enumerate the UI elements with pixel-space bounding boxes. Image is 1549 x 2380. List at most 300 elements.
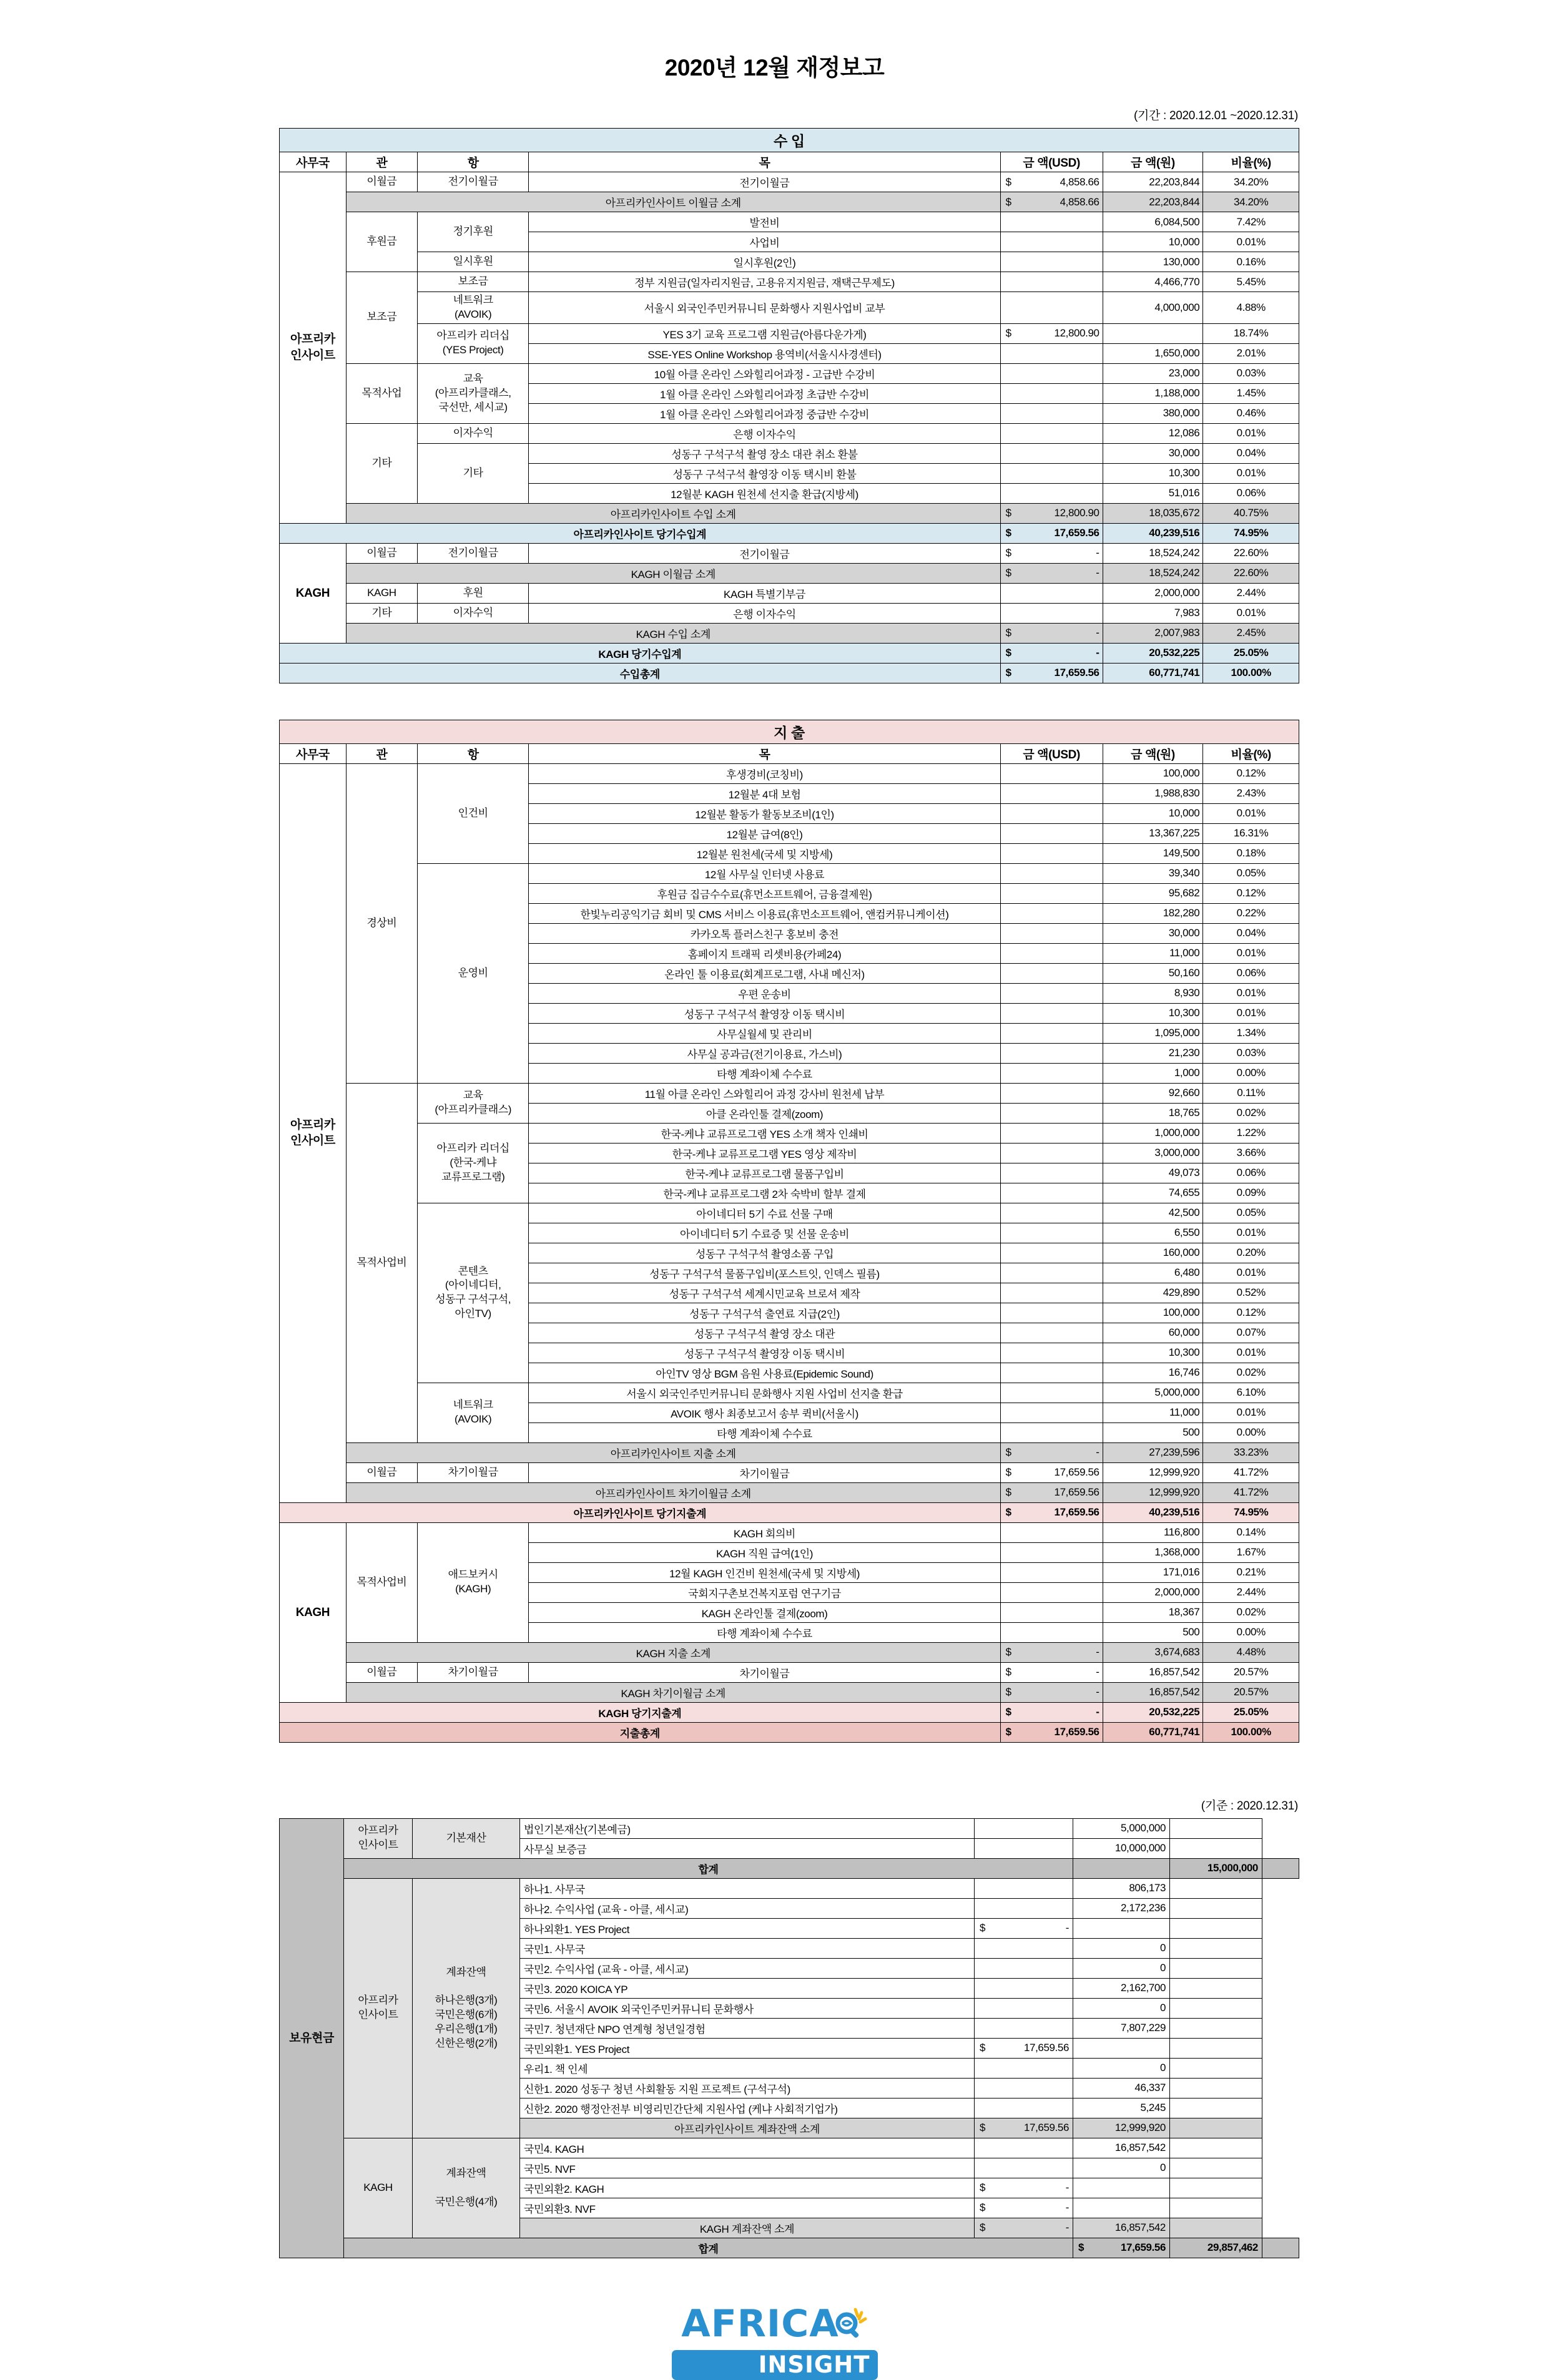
subtotal-row <box>280 1482 1299 1502</box>
category-hang: 전기이월금 <box>417 543 528 563</box>
category-hang: 기타 <box>417 443 528 503</box>
office-group-kagh: KAGH <box>280 1522 347 1702</box>
item-description: 성동구 구석구석 세계시민교육 브로셔 제작 <box>529 1283 1000 1303</box>
amount-krw: 10,000 <box>1103 803 1203 823</box>
item-description: 12월분 4대 보험 <box>529 783 1000 803</box>
cash-account-name: 국민2. 수익사업 (교육 - 아클, 세시교) <box>520 1958 975 1978</box>
grand-total-row <box>280 1722 1299 1742</box>
cash-amount-krw: 2,172,236 <box>1073 1898 1170 1918</box>
cash-amount-usd: $ - <box>975 2178 1073 2198</box>
ratio-percent: 0.01% <box>1203 603 1299 623</box>
cash-amount-krw: 7,807,229 <box>1073 2018 1170 2038</box>
table-banner: 지 출 <box>280 720 1299 743</box>
table-row <box>280 1662 1299 1682</box>
amount-krw: 60,000 <box>1103 1323 1203 1343</box>
ratio-percent: 0.21% <box>1203 1562 1299 1582</box>
ratio-percent: 0.18% <box>1203 843 1299 863</box>
amount-usd <box>1000 272 1103 292</box>
subtotal-usd: $ - <box>1000 1702 1103 1722</box>
ratio-percent: 0.01% <box>1203 463 1299 483</box>
cash-subtotal-krw: 12,999,920 <box>1073 2118 1170 2138</box>
ratio-percent: 4.88% <box>1203 292 1299 324</box>
amount-krw: 16,857,542 <box>1103 1662 1203 1682</box>
logo-subtitle: INSIGHT <box>758 2351 870 2379</box>
amount-krw: 116,800 <box>1103 1522 1203 1542</box>
category-gwan: 경상비 <box>346 763 417 1083</box>
lightbulb-magnifier-icon <box>830 2304 868 2344</box>
ratio-percent: 34.20% <box>1203 172 1299 192</box>
item-description: 성동구 구석구석 촬영 장소 대관 취소 환불 <box>529 443 1000 463</box>
item-description: 은행 이자수익 <box>529 423 1000 443</box>
amount-krw: 42,500 <box>1103 1203 1203 1223</box>
cash-amount-krw: 5,245 <box>1073 2098 1170 2118</box>
category-hang: 정기후원 <box>417 212 528 252</box>
cash-amount-usd <box>975 1818 1073 1838</box>
cash-category-label: 계좌잔액 하나은행(3개) 국민은행(6개) 우리은행(1개) 신한은행(2개) <box>413 1878 520 2138</box>
category-hang: 후원 <box>417 583 528 603</box>
item-description: 한빛누리공익기금 회비 및 CMS 서비스 이용료(휴먼소프트웨어, 앤컴커뮤니케이션) <box>529 903 1000 923</box>
category-hang: 네트워크 (AVOIK) <box>417 292 528 324</box>
amount-usd <box>1000 1542 1103 1562</box>
category-gwan: 기타 <box>346 423 417 503</box>
income-table-wrap <box>0 128 1549 683</box>
category-hang: 교육 (아프리카클래스, 국선만, 세시교) <box>417 363 528 423</box>
item-description: 타행 계좌이체 수수료 <box>529 1063 1000 1083</box>
amount-krw: 171,016 <box>1103 1562 1203 1582</box>
cash-account-name: 하나외환1. YES Project <box>520 1918 975 1938</box>
currency-symbol: $ <box>1005 1666 1011 1678</box>
item-description: 후원금 집금수수료(휴먼소프트웨어, 금융결제원) <box>529 883 1000 903</box>
subtotal-pct: 100.00% <box>1203 663 1299 683</box>
item-description: KAGH 특별기부금 <box>529 583 1000 603</box>
cash-row <box>280 1818 1299 1838</box>
item-description: 한국-케냐 교류프로그램 2차 숙박비 할부 결제 <box>529 1183 1000 1203</box>
table-row <box>280 1083 1299 1103</box>
income-table <box>279 128 1299 683</box>
column-header-usd: 금 액(USD) <box>1000 743 1103 763</box>
item-description: 차기이월금 <box>529 1462 1000 1482</box>
ratio-percent: 0.01% <box>1203 943 1299 963</box>
cash-holdings-table <box>279 1818 1299 2258</box>
amount-krw: 4,000,000 <box>1103 292 1203 324</box>
ratio-percent: 0.03% <box>1203 363 1299 383</box>
cash-amount-usd <box>975 2018 1073 2038</box>
ratio-percent: 0.09% <box>1203 1183 1299 1203</box>
amount-krw: 22,203,844 <box>1103 172 1203 192</box>
item-description: 전기이월금 <box>529 543 1000 563</box>
subtotal-label: 아프리카인사이트 차기이월금 소계 <box>346 1482 1000 1502</box>
amount-usd <box>1000 1582 1103 1602</box>
amount-krw: 1,000,000 <box>1103 1123 1203 1143</box>
table-row <box>280 1462 1299 1482</box>
cash-amount-krw: 0 <box>1073 2158 1170 2178</box>
amount-krw: 30,000 <box>1103 923 1203 943</box>
amount-krw: 500 <box>1103 1423 1203 1442</box>
item-description: 성동구 구석구석 출연료 지급(2인) <box>529 1303 1000 1323</box>
category-hang: 아프리카 리더십 (YES Project) <box>417 323 528 363</box>
amount-krw <box>1103 323 1203 343</box>
cash-spacer-cell <box>1170 2198 1262 2218</box>
category-gwan: KAGH <box>346 583 417 603</box>
subtotal-krw: 60,771,741 <box>1103 1722 1203 1742</box>
subtotal-usd: $ 17,659.56 <box>1000 663 1103 683</box>
currency-symbol: $ <box>980 1922 986 1934</box>
subtotal-label: 아프리카인사이트 수입 소계 <box>346 503 1000 523</box>
cash-account-name: 신한1. 2020 성동구 청년 사회활동 지원 프로젝트 (구석구석) <box>520 2078 975 2098</box>
amount-usd <box>1000 232 1103 252</box>
item-description: 국회지구촌보건복지포럼 연구기금 <box>529 1582 1000 1602</box>
cash-total-usd <box>1073 1858 1170 1878</box>
cash-total-spacer <box>1262 2238 1299 2258</box>
ratio-percent: 41.72% <box>1203 1462 1299 1482</box>
amount-usd <box>1000 1183 1103 1203</box>
ratio-percent: 0.06% <box>1203 963 1299 983</box>
column-header-hang: 항 <box>417 152 528 172</box>
item-description: KAGH 직원 급여(1인) <box>529 1542 1000 1562</box>
amount-usd <box>1000 1163 1103 1183</box>
subtotal-row <box>280 1682 1299 1702</box>
item-description: 홈페이지 트래픽 리셋비용(카페24) <box>529 943 1000 963</box>
category-gwan: 이월금 <box>346 1462 417 1482</box>
cash-account-name: 하나1. 사무국 <box>520 1878 975 1898</box>
page-title: 2020년 12월 재정보고 <box>664 55 885 81</box>
section-total-row <box>280 1702 1299 1722</box>
amount-usd <box>1000 343 1103 363</box>
cash-spacer-cell <box>1170 1878 1262 1898</box>
item-description: 한국-케냐 교류프로그램 YES 영상 제작비 <box>529 1143 1000 1163</box>
amount-krw: 21,230 <box>1103 1043 1203 1063</box>
currency-symbol: $ <box>1005 1726 1011 1738</box>
cash-amount-usd: $ - <box>975 2198 1073 2218</box>
cash-account-name: 국민외환2. KAGH <box>520 2178 975 2198</box>
category-gwan: 이월금 <box>346 543 417 563</box>
item-description: 우편 운송비 <box>529 983 1000 1003</box>
table-row <box>280 272 1299 292</box>
column-header-usd: 금 액(USD) <box>1000 152 1103 172</box>
ratio-percent: 0.46% <box>1203 403 1299 423</box>
table-row <box>280 423 1299 443</box>
section-total-row <box>280 643 1299 663</box>
table-header-row <box>280 152 1299 172</box>
category-hang: 일시후원 <box>417 252 528 272</box>
item-description: 서울시 외국인주민커뮤니티 문화행사 지원 사업비 선지출 환급 <box>529 1383 1000 1403</box>
cash-total-row <box>280 2238 1299 2258</box>
grand-total-row <box>280 663 1299 683</box>
amount-usd <box>1000 1522 1103 1542</box>
item-description: KAGH 회의비 <box>529 1522 1000 1542</box>
amount-krw: 49,073 <box>1103 1163 1203 1183</box>
currency-symbol: $ <box>1005 547 1011 559</box>
amount-krw: 149,500 <box>1103 843 1203 863</box>
amount-krw: 16,746 <box>1103 1363 1203 1383</box>
category-gwan: 이월금 <box>346 1662 417 1682</box>
item-description: 12월 KAGH 인건비 원천세(국세 및 지방세) <box>529 1562 1000 1582</box>
currency-symbol: $ <box>1005 667 1011 679</box>
item-description: KAGH 온라인툴 결제(zoom) <box>529 1602 1000 1622</box>
column-header-mok: 목 <box>529 743 1000 763</box>
currency-symbol: $ <box>1005 647 1011 659</box>
cash-amount-usd <box>975 1838 1073 1858</box>
category-hang: 네트워크 (AVOIK) <box>417 1383 528 1442</box>
ratio-percent: 1.22% <box>1203 1123 1299 1143</box>
cash-amount-usd <box>975 2138 1073 2158</box>
ratio-percent: 0.01% <box>1203 1223 1299 1243</box>
cash-category-label: 기본재산 <box>413 1818 520 1858</box>
amount-krw: 95,682 <box>1103 883 1203 903</box>
item-description: 사무실월세 및 관리비 <box>529 1023 1000 1043</box>
table-row <box>280 292 1299 324</box>
table-banner: 수 입 <box>280 129 1299 152</box>
amount-usd <box>1000 252 1103 272</box>
table-row <box>280 323 1299 343</box>
cash-spacer-cell <box>1170 2138 1262 2158</box>
amount-usd <box>1000 212 1103 232</box>
amount-usd: $ 4,858.66 <box>1000 172 1103 192</box>
logo-wordmark-row <box>672 2302 878 2346</box>
item-description: 사업비 <box>529 232 1000 252</box>
cash-account-name: 국민7. 청년재단 NPO 연계형 청년일경험 <box>520 2018 975 2038</box>
cash-table-wrap <box>0 1818 1549 2258</box>
total-label: 아프리카인사이트 당기지출계 <box>280 1502 1001 1522</box>
subtotal-krw: 18,524,242 <box>1103 563 1203 583</box>
footer-logo <box>0 2302 1549 2380</box>
cash-amount-krw: 0 <box>1073 1998 1170 2018</box>
category-hang: 보조금 <box>417 272 528 292</box>
amount-krw: 74,655 <box>1103 1183 1203 1203</box>
amount-krw: 10,300 <box>1103 1003 1203 1023</box>
amount-krw: 6,550 <box>1103 1223 1203 1243</box>
category-hang: 이자수익 <box>417 423 528 443</box>
subtotal-row <box>280 192 1299 212</box>
cash-amount-krw: 16,857,542 <box>1073 2138 1170 2158</box>
amount-usd <box>1000 363 1103 383</box>
table-row <box>280 363 1299 383</box>
currency-symbol: $ <box>1005 627 1011 639</box>
amount-usd <box>1000 1123 1103 1143</box>
amount-usd <box>1000 1223 1103 1243</box>
amount-krw: 10,300 <box>1103 1343 1203 1363</box>
subtotal-usd: $ 17,659.56 <box>1000 523 1103 543</box>
table-gap-1 <box>0 683 1549 720</box>
cash-account-name: 국민6. 서울시 AVOIK 외국인주민커뮤니티 문화행사 <box>520 1998 975 2018</box>
subtotal-usd: $ - <box>1000 643 1103 663</box>
amount-usd <box>1000 783 1103 803</box>
subtotal-pct: 40.75% <box>1203 503 1299 523</box>
item-description: 아이네디터 5기 수료 선물 구매 <box>529 1203 1000 1223</box>
item-description: 카카오톡 플러스친구 홍보비 충전 <box>529 923 1000 943</box>
amount-usd <box>1000 983 1103 1003</box>
amount-krw: 1,368,000 <box>1103 1542 1203 1562</box>
currency-symbol: $ <box>980 2201 986 2214</box>
amount-usd <box>1000 1343 1103 1363</box>
currency-symbol: $ <box>1005 1486 1011 1499</box>
cash-spacer-cell <box>1170 1978 1262 1998</box>
currency-symbol: $ <box>980 2042 986 2054</box>
cash-subtotal-krw: 16,857,542 <box>1073 2218 1170 2238</box>
amount-usd <box>1000 483 1103 503</box>
table-row <box>280 583 1299 603</box>
category-gwan: 기타 <box>346 603 417 623</box>
ratio-percent: 0.20% <box>1203 1243 1299 1263</box>
table-row <box>280 863 1299 883</box>
cash-org-label: KAGH <box>344 2138 413 2238</box>
table-row <box>280 252 1299 272</box>
cash-spacer-cell <box>1170 2058 1262 2078</box>
cash-amount-usd <box>975 1958 1073 1978</box>
cash-amount-krw: 10,000,000 <box>1073 1838 1170 1858</box>
cash-spacer-cell <box>1170 1818 1262 1838</box>
cash-amount-krw: 0 <box>1073 2058 1170 2078</box>
table-row <box>280 1203 1299 1223</box>
subtotal-krw: 3,674,683 <box>1103 1642 1203 1662</box>
item-description: 아클 온라인툴 결제(zoom) <box>529 1103 1000 1123</box>
cash-amount-krw <box>1073 2178 1170 2198</box>
cash-group-label: 보유현금 <box>280 1818 344 2258</box>
column-header-pct: 비율(%) <box>1203 743 1299 763</box>
table-row <box>280 543 1299 563</box>
cash-amount-krw: 46,337 <box>1073 2078 1170 2098</box>
currency-symbol: $ <box>1005 567 1011 579</box>
currency-symbol: $ <box>1005 1506 1011 1519</box>
item-description: 온라인 툴 이용료(회계프로그램, 사내 메신저) <box>529 963 1000 983</box>
amount-krw: 11,000 <box>1103 1403 1203 1423</box>
cash-account-name: 신한2. 2020 행정안전부 비영리민간단체 지원사업 (케냐 사회적기업가) <box>520 2098 975 2118</box>
ratio-percent: 6.10% <box>1203 1383 1299 1403</box>
subtotal-usd: $ 4,858.66 <box>1000 192 1103 212</box>
cash-account-name: 하나2. 수익사업 (교육 - 아클, 세시교) <box>520 1898 975 1918</box>
cash-total-krw: 29,857,462 <box>1170 2238 1262 2258</box>
ratio-percent: 0.01% <box>1203 232 1299 252</box>
subtotal-label: 아프리카인사이트 지출 소계 <box>346 1442 1000 1462</box>
amount-usd <box>1000 943 1103 963</box>
amount-usd <box>1000 1323 1103 1343</box>
ratio-percent: 16.31% <box>1203 823 1299 843</box>
cash-spacer-cell <box>1170 2178 1262 2198</box>
amount-usd: $ 12,800.90 <box>1000 323 1103 343</box>
logo-wordmark: AFRICA <box>681 2301 839 2346</box>
currency-symbol: $ <box>1005 195 1011 208</box>
subtotal-pct: 34.20% <box>1203 192 1299 212</box>
item-description: 아인TV 영상 BGM 음원 사용료(Epidemic Sound) <box>529 1363 1000 1383</box>
cash-subtotal-spacer <box>1170 2118 1262 2138</box>
cash-subtotal-spacer <box>1170 2218 1262 2238</box>
amount-usd <box>1000 383 1103 403</box>
ratio-percent: 0.01% <box>1203 1003 1299 1023</box>
ratio-percent: 0.12% <box>1203 883 1299 903</box>
subtotal-pct: 20.57% <box>1203 1682 1299 1702</box>
subtotal-pct: 74.95% <box>1203 523 1299 543</box>
currency-symbol: $ <box>1005 1646 1011 1658</box>
ratio-percent: 0.00% <box>1203 1423 1299 1442</box>
amount-usd <box>1000 1283 1103 1303</box>
subtotal-pct: 100.00% <box>1203 1722 1299 1742</box>
period-note: (기간 : 2020.12.01 ~2020.12.31) <box>1133 109 1298 122</box>
ratio-percent: 0.05% <box>1203 863 1299 883</box>
column-header-gwan: 관 <box>346 743 417 763</box>
ratio-percent: 0.02% <box>1203 1103 1299 1123</box>
subtotal-krw: 60,771,741 <box>1103 663 1203 683</box>
cash-account-name: 법인기본재산(기본예금) <box>520 1818 975 1838</box>
amount-usd <box>1000 763 1103 783</box>
subtotal-krw: 20,532,225 <box>1103 1702 1203 1722</box>
table-banner-row <box>280 129 1299 152</box>
amount-krw: 4,466,770 <box>1103 272 1203 292</box>
currency-symbol: $ <box>1005 1446 1011 1459</box>
subtotal-usd: $ - <box>1000 1682 1103 1702</box>
amount-usd <box>1000 463 1103 483</box>
subtotal-label: KAGH 지출 소계 <box>346 1642 1000 1662</box>
item-description: 12월분 급여(8인) <box>529 823 1000 843</box>
column-header-office: 사무국 <box>280 152 347 172</box>
item-description: 차기이월금 <box>529 1662 1000 1682</box>
item-description: 성동구 구석구석 물품구입비(포스트잇, 인덱스 필름) <box>529 1263 1000 1283</box>
ratio-percent: 0.05% <box>1203 1203 1299 1223</box>
amount-usd <box>1000 1303 1103 1323</box>
amount-krw: 12,999,920 <box>1103 1462 1203 1482</box>
cash-amount-krw: 0 <box>1073 1958 1170 1978</box>
cash-amount-usd <box>975 2098 1073 2118</box>
ratio-percent: 3.66% <box>1203 1143 1299 1163</box>
item-description: 12월 사무실 인터넷 사용료 <box>529 863 1000 883</box>
amount-krw: 380,000 <box>1103 403 1203 423</box>
amount-usd <box>1000 843 1103 863</box>
category-hang: 차기이월금 <box>417 1462 528 1482</box>
item-description: 12월분 KAGH 원천세 선지출 환급(지방세) <box>529 483 1000 503</box>
cash-amount-krw: 0 <box>1073 1938 1170 1958</box>
ratio-percent: 0.52% <box>1203 1283 1299 1303</box>
category-gwan: 이월금 <box>346 172 417 192</box>
subtotal-pct: 41.72% <box>1203 1482 1299 1502</box>
currency-symbol: $ <box>1005 527 1011 539</box>
cash-spacer-cell <box>1170 2098 1262 2118</box>
amount-krw: 1,650,000 <box>1103 343 1203 363</box>
column-header-hang: 항 <box>417 743 528 763</box>
item-description: 타행 계좌이체 수수료 <box>529 1622 1000 1642</box>
subtotal-usd: $ 17,659.56 <box>1000 1722 1103 1742</box>
category-gwan: 목적사업 <box>346 363 417 423</box>
cash-account-name: 우리1. 책 인세 <box>520 2058 975 2078</box>
amount-usd <box>1000 1363 1103 1383</box>
subtotal-label: 아프리카인사이트 이월금 소계 <box>346 192 1000 212</box>
amount-usd <box>1000 923 1103 943</box>
amount-krw: 6,084,500 <box>1103 212 1203 232</box>
amount-usd: $ - <box>1000 543 1103 563</box>
subtotal-usd: $ - <box>1000 1442 1103 1462</box>
subtotal-row <box>280 503 1299 523</box>
ratio-percent: 0.12% <box>1203 763 1299 783</box>
subtotal-usd: $ 17,659.56 <box>1000 1482 1103 1502</box>
amount-krw: 1,988,830 <box>1103 783 1203 803</box>
cash-total-label: 합계 <box>344 2238 1073 2258</box>
amount-usd <box>1000 1383 1103 1403</box>
currency-symbol: $ <box>1005 1686 1011 1698</box>
currency-symbol: $ <box>980 2182 986 2194</box>
amount-krw: 160,000 <box>1103 1243 1203 1263</box>
item-description: 1월 아클 온라인 스와힐리어과정 초급반 수강비 <box>529 383 1000 403</box>
item-description: 사무실 공과금(전기이용료, 가스비) <box>529 1043 1000 1063</box>
subtotal-krw: 22,203,844 <box>1103 192 1203 212</box>
ratio-percent: 0.12% <box>1203 1303 1299 1323</box>
amount-krw: 50,160 <box>1103 963 1203 983</box>
item-description: 성동구 구석구석 촬영 장소 대관 <box>529 1323 1000 1343</box>
amount-usd <box>1000 1083 1103 1103</box>
ratio-percent: 0.02% <box>1203 1602 1299 1622</box>
amount-usd <box>1000 1263 1103 1283</box>
subtotal-krw: 16,857,542 <box>1103 1682 1203 1702</box>
amount-krw: 6,480 <box>1103 1263 1203 1283</box>
cash-amount-krw: 5,000,000 <box>1073 1818 1170 1838</box>
cash-amount-usd <box>975 2158 1073 2178</box>
